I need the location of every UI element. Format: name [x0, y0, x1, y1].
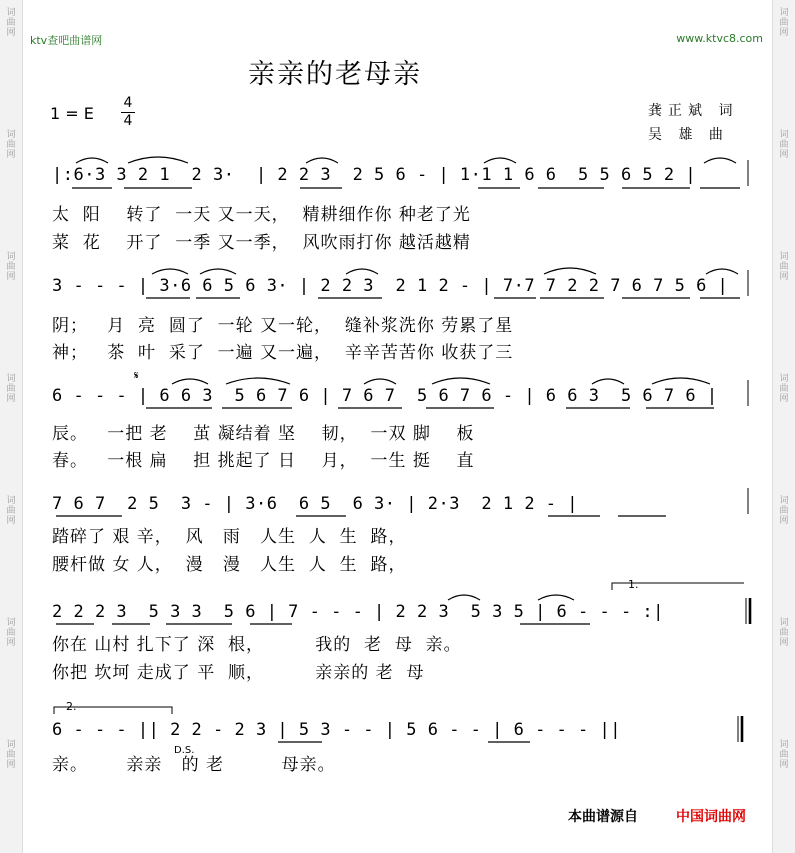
watermark-text: 词曲网 [779, 496, 789, 526]
watermark-text: 词曲网 [779, 374, 789, 404]
lyricist-credit: 龚正斌 词 [648, 103, 739, 119]
right-watermark-strip [772, 0, 795, 853]
watermark-text: 词曲网 [779, 8, 789, 38]
notation-line-4: 7 6 7 2 5 3 - | 3·6 6 5 6 3· | 2·3 2 1 2 - | [52, 494, 579, 514]
slur-mark [200, 269, 236, 274]
watermark-text: 词曲网 [6, 740, 16, 770]
footer-source-label: 本曲谱源自 [568, 809, 638, 825]
composer-credit: 吴 雄 曲 [648, 127, 729, 143]
slur-mark [152, 269, 188, 274]
slur-mark [76, 158, 108, 163]
volta-2-label: 2. [66, 700, 77, 713]
notation-line-1: |:6·3 3 2 1 2 3· | 2 2 3 2 5 6 - | 1·1 1 6 6 5 5 6 5 2 | [52, 165, 697, 185]
left-watermark-strip [0, 0, 23, 853]
time-signature [121, 96, 135, 129]
watermark-text: 词曲网 [779, 252, 789, 282]
watermark-text: 词曲网 [6, 130, 16, 160]
watermark-text: 词曲网 [6, 8, 16, 38]
slur-mark [432, 378, 490, 384]
slur-mark [128, 157, 188, 163]
slur-mark [706, 269, 738, 274]
dal-segno-mark: D.S. [174, 745, 195, 756]
slur-mark [306, 158, 338, 163]
lyrics-line-1-verse-1: 太 阳 转了 一天 又一天， 精耕细作你 种老了光 [52, 205, 471, 225]
lyrics-line-2-verse-1: 阴； 月 亮 圆了 一轮 又一轮， 缝补浆洗你 劳累了星 [52, 316, 514, 336]
volta-1-label: 1. [628, 578, 639, 591]
slur-mark [704, 158, 736, 163]
lyrics-line-6-verse-1: 亲。 亲亲 的 老 母亲。 [52, 755, 336, 775]
slur-mark [172, 379, 208, 384]
lyrics-line-4-verse-2: 腰杆做 女 人， 漫 漫 人生 人 生 路， [52, 555, 407, 575]
slur-mark [364, 379, 396, 384]
lyrics-line-4-verse-1: 踏碎了 艰 辛， 风 雨 人生 人 生 路， [52, 527, 407, 547]
watermark-text: 词曲网 [6, 374, 16, 404]
lyrics-line-2-verse-2: 神； 茶 叶 采了 一遍 又一遍， 辛辛苦苦你 收获了三 [52, 343, 514, 363]
notation-line-5: 2 2 2 3 5 3 3 5 6 | 7 - - - | 2 2 3 5 3 5 | 6 - - - :| [52, 602, 664, 622]
watermark-text: 词曲网 [6, 252, 16, 282]
slur-mark [226, 378, 290, 384]
source-site-left: ktv查吧曲谱网 [30, 34, 103, 47]
watermark-text: 词曲网 [779, 618, 789, 648]
lyrics-line-3-verse-2: 春。 一根 扁 担 挑起了 日 月， 一生 挺 直 [52, 451, 475, 471]
slur-mark [538, 595, 574, 600]
slur-mark [652, 378, 710, 384]
segno-sign: 𝄋 [134, 369, 139, 382]
watermark-text: 词曲网 [6, 618, 16, 648]
time-signature-top: 4 [123, 95, 133, 111]
notation-line-6: 6 - - - || 2 2 - 2 3 | 5 3 - - | 5 6 - - | 6 - - - || [52, 720, 621, 740]
slur-mark [346, 269, 378, 274]
notation-line-3: 6 - - - | 6 6 3 5 6 7 6 | 7 6 7 5 6 7 6 - | 6 6 3 5 6 7 6 | [52, 386, 718, 406]
lyrics-line-5-verse-2: 你把 坎坷 走成了 平 顺， 亲亲的 老 母 [52, 663, 425, 683]
lyrics-line-1-verse-2: 菜 花 开了 一季 又一季， 风吹雨打你 越活越精 [52, 233, 471, 253]
notation-line-2: 3 - - - | 3·6 6 5 6 3· | 2 2 3 2 1 2 - | 7·7 7 2 2 7 6 7 5 6 | [52, 276, 729, 296]
watermark-text: 词曲网 [779, 130, 789, 160]
slur-mark [484, 158, 516, 163]
watermark-text: 词曲网 [779, 740, 789, 770]
footer-site-link[interactable]: 中国词曲网 [676, 809, 746, 825]
time-signature-bottom: 4 [123, 113, 133, 129]
key-signature: 1 = E [50, 104, 94, 123]
source-site-right: www.ktvc8.com [676, 32, 763, 45]
slur-mark [448, 595, 480, 600]
watermark-text: 词曲网 [6, 496, 16, 526]
lyrics-line-3-verse-1: 辰。 一把 老 茧 凝结着 坚 韧， 一双 脚 板 [52, 424, 475, 444]
slur-mark [544, 268, 596, 274]
slur-mark [592, 379, 624, 384]
song-title: 亲亲的老母亲 [248, 59, 422, 90]
lyrics-line-5-verse-1: 你在 山村 扎下了 深 根， 我的 老 母 亲。 [52, 635, 462, 655]
